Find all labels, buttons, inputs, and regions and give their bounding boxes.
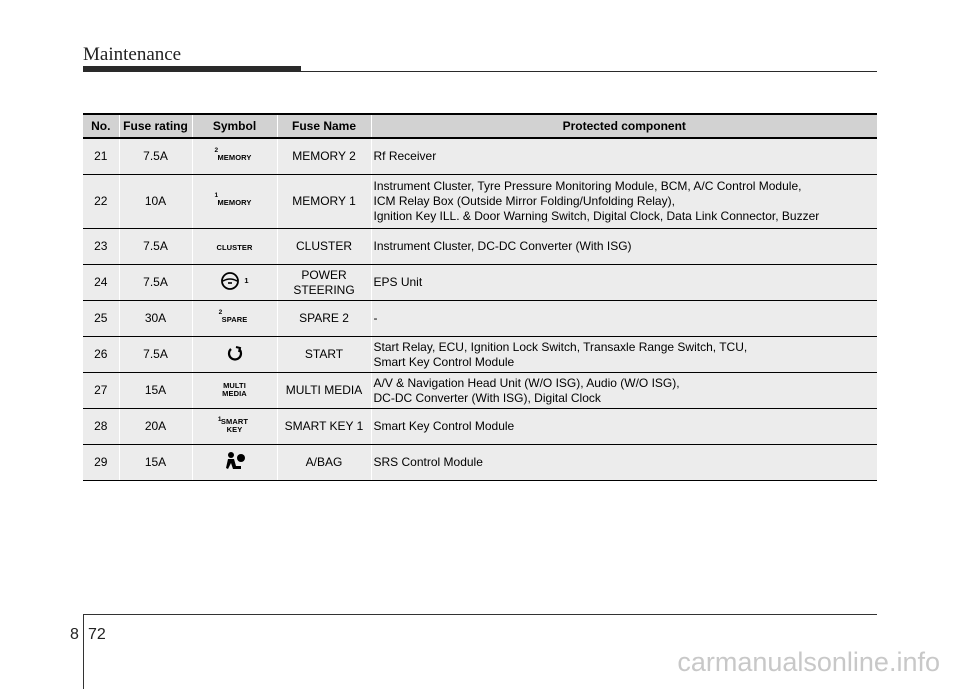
cell-protected-component [371,229,877,265]
cell-fuse-name: A/BAG [277,445,371,481]
cell-rating: 30A [119,301,192,337]
header-bar [83,66,301,72]
table-row [83,138,877,175]
cell-no: 26 [83,337,119,373]
table-row [83,175,877,229]
cell-fuse-name: MULTI MEDIA [277,373,371,409]
cell-symbol [192,175,277,229]
symbol-label: 1 [244,276,249,285]
cell-symbol [192,229,277,265]
cell-no: 29 [83,445,119,481]
component-line: Smart Key Control Module [373,354,515,369]
cell-rating: 20A [119,409,192,445]
cell-protected-component [371,301,877,337]
page-title: Maintenance [83,44,182,65]
cell-symbol [192,337,277,373]
cell-no: 28 [83,409,119,445]
cell-protected-component [371,445,877,481]
symbol-superscript: 1 [217,415,222,423]
spare-symbol [218,308,248,327]
table-row [83,229,877,265]
component-line: Rf Receiver [373,149,437,163]
symbol-superscript: 2 [214,146,219,154]
cell-rating: 7.5A [119,229,192,265]
component-line: ICM Relay Box (Outside Mirror Folding/Unfolding Relay), [373,194,675,208]
table-row [83,337,877,373]
cell-fuse-name: CLUSTER [277,229,371,265]
symbol-line: SMART [220,416,249,426]
symbol-superscript: 2 [218,308,223,316]
header-rule [301,71,877,72]
cell-rating: 7.5A [119,265,192,301]
watermark: carmanualsonline.info [677,647,940,677]
cell-fuse-name: SPARE 2 [277,301,371,337]
cell-protected-component [371,175,877,229]
symbol-line: KEY [226,424,243,434]
component-line: Start Relay, ECU, Ignition Lock Switch, Transaxle Range Switch, TCU, [373,339,748,354]
symbol-line: MEDIA [222,388,247,398]
cell-symbol [192,409,277,445]
table-row [83,373,877,409]
cell-symbol [192,301,277,337]
component-line: Ignition Key ILL. & Door Warning Switch, Digital Clock, Data Link Connector, Buzzer [373,209,820,223]
memory-symbol [214,191,252,210]
column-header-protected-component: Protected component [371,114,877,138]
table-header-row [83,114,877,138]
cell-no: 25 [83,301,119,337]
component-line: EPS Unit [373,275,423,289]
cell-fuse-name: SMART KEY 1 [277,409,371,445]
cell-fuse-name: MEMORY 2 [277,138,371,175]
table-row [83,301,877,337]
cell-no: 27 [83,373,119,409]
cell-rating: 15A [119,373,192,409]
airbag-icon [223,451,247,471]
cell-rating: 15A [119,445,192,481]
symbol-label: MEMORY [217,197,252,207]
column-header-fuse-name: Fuse Name [277,114,371,138]
symbol-label: SPARE [221,314,248,324]
symbol-line: MULTI [223,380,246,390]
component-line: Instrument Cluster, DC-DC Converter (With ISG) [373,239,632,253]
cell-fuse-name: MEMORY 1 [277,175,371,229]
symbol-label: MEMORY [217,152,252,162]
column-header-no: No. [83,114,119,138]
symbol-superscript: 1 [214,191,219,199]
component-line: SRS Control Module [373,455,483,469]
cell-rating: 10A [119,175,192,229]
cell-symbol [192,373,277,409]
multi-media-symbol [222,382,247,398]
chapter-number: 8 [70,626,79,643]
cluster-symbol: CLUSTER [216,242,253,252]
table-row [83,265,877,301]
cell-rating: 7.5A [119,337,192,373]
cell-protected-component [371,373,877,409]
cell-protected-component [371,265,877,301]
cell-protected-component [371,409,877,445]
cell-no: 22 [83,175,119,229]
component-line: A/V & Navigation Head Unit (W/O ISG), Audio (W/O ISG), [373,375,680,390]
cell-protected-component [371,337,877,373]
table-row [83,409,877,445]
memory-symbol [214,146,252,165]
column-header-symbol: Symbol [192,114,277,138]
footer-divider [83,614,84,689]
steering-wheel-icon [220,272,240,290]
power-steering-symbol [220,272,248,290]
cell-protected-component [371,138,877,175]
cell-no: 24 [83,265,119,301]
component-line: DC-DC Converter (With ISG), Digital Clock [373,390,601,405]
cell-symbol [192,265,277,301]
cell-no: 21 [83,138,119,175]
start-arrow-icon [227,344,243,362]
fuse-name-line: STEERING [293,282,355,297]
column-header-fuse-rating: Fuse rating [119,114,192,138]
component-line: Smart Key Control Module [373,419,515,433]
page-number-value: 72 [88,626,106,643]
table-row [83,445,877,481]
component-line: Instrument Cluster, Tyre Pressure Monitoring Module, BCM, A/C Control Module, [373,179,802,193]
cell-no: 23 [83,229,119,265]
smart-key-symbol [217,415,249,436]
cell-fuse-name [277,265,371,301]
component-line: - [373,311,378,325]
fuse-name-line: POWER [301,267,347,282]
cell-symbol [192,445,277,481]
fuse-table [83,113,877,481]
cell-fuse-name: START [277,337,371,373]
cell-symbol [192,138,277,175]
cell-rating: 7.5A [119,138,192,175]
footer-rule [83,614,877,615]
